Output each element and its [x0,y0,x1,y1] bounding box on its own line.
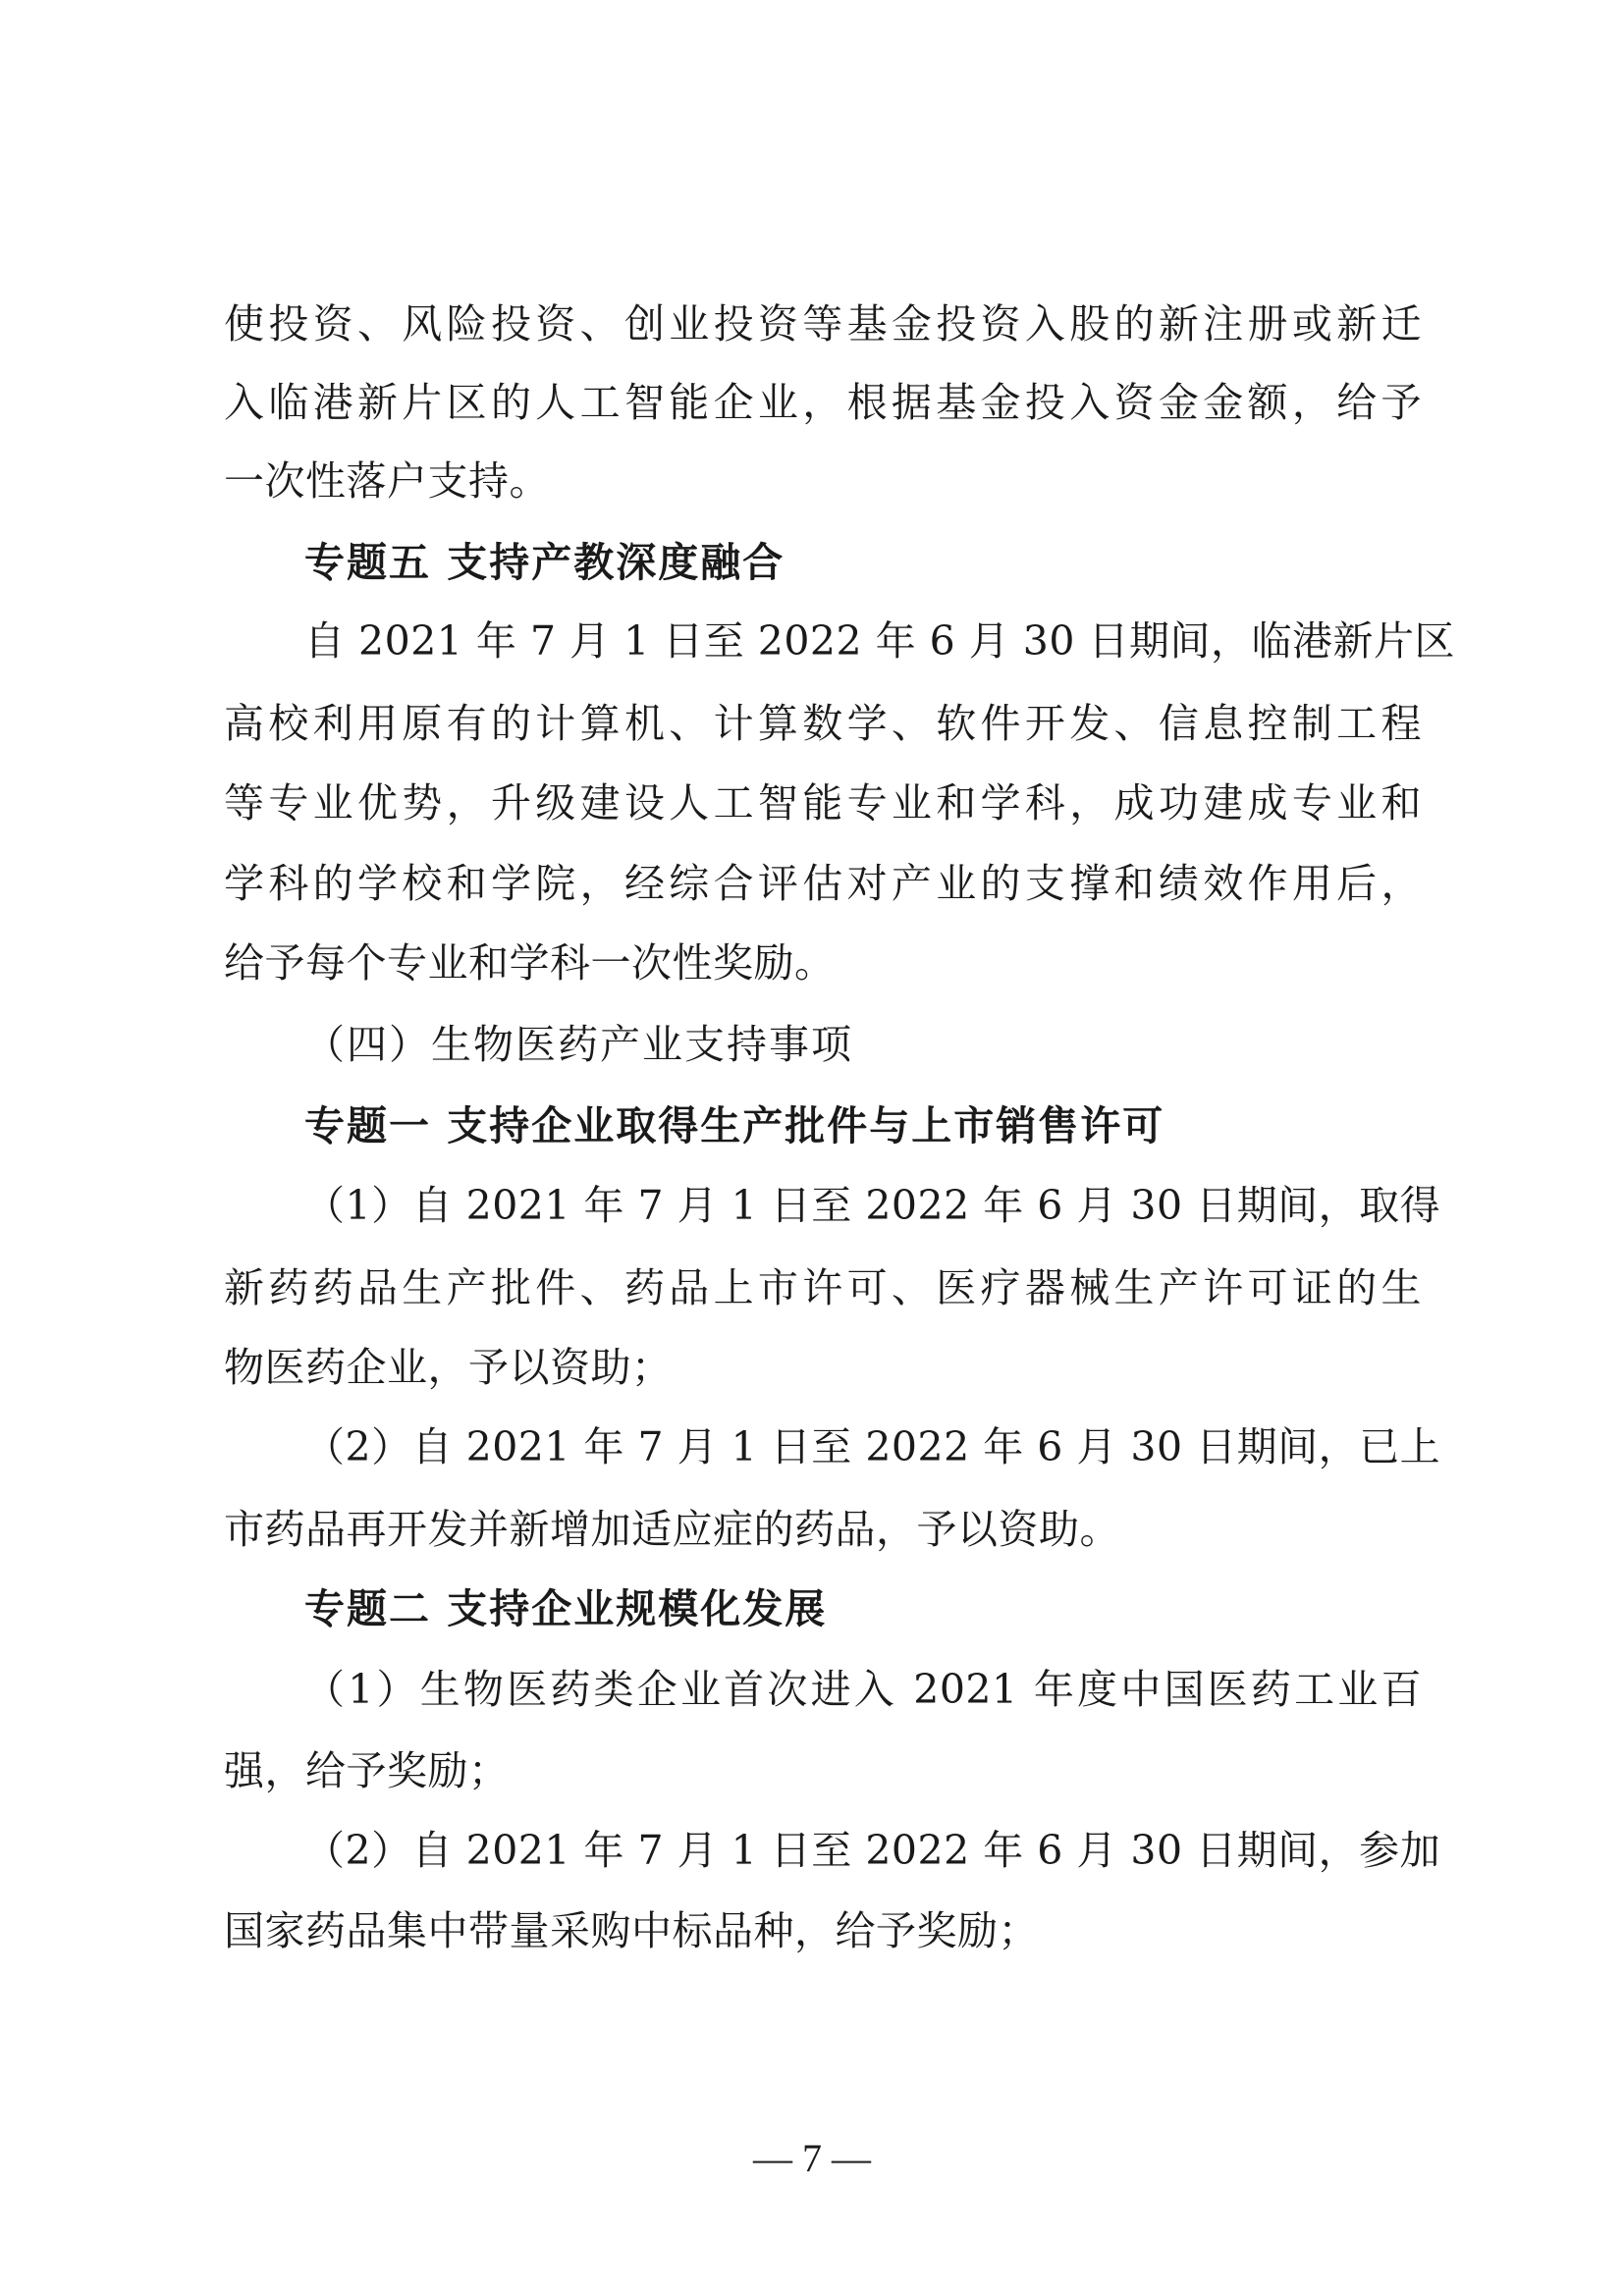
paragraph-line: 给予每个专业和学科一次性奖励。 [224,939,836,987]
paragraph-line: 物医药企业，予以资助； [224,1344,673,1391]
paragraph-line: （1）自 2021 年 7 月 1 日至 2022 年 6 月 30 日期间，取得 [304,1182,1441,1229]
subsection-heading: （四）生物医药产业支持事项 [304,1021,853,1068]
paragraph-line: 一次性落户支持。 [224,457,550,505]
page-number: — 7 — [753,2136,871,2180]
paragraph-line: 新药药品生产批件、药品上市许可、医疗器械生产许可证的生 [224,1264,1422,1311]
paragraph-line: 强，给予奖励； [224,1747,510,1794]
paragraph-line: 国家药品集中带量采购中标品种，给予奖励； [224,1907,1039,1954]
section-heading: 专题一 支持企业取得生产批件与上市销售许可 [304,1102,1165,1149]
section-heading: 专题二 支持企业规模化发展 [304,1585,828,1632]
paragraph-line: 使投资、风险投资、创业投资等基金投资入股的新注册或新迁 [224,300,1422,347]
paragraph-line: （2）自 2021 年 7 月 1 日至 2022 年 6 月 30 日期间，已上 [304,1423,1441,1470]
paragraph-line: 自 2021 年 7 月 1 日至 2022 年 6 月 30 日期间，临港新片区 [304,617,1456,665]
paragraph-line: 等专业优势，升级建设人工智能专业和学科，成功建成专业和 [224,779,1422,827]
section-heading: 专题五 支持产教深度融合 [304,539,785,586]
paragraph-line: （1）生物医药类企业首次进入 2021 年度中国医药工业百 [304,1666,1422,1713]
paragraph-line: 高校利用原有的计算机、计算数学、软件开发、信息控制工程 [224,700,1422,747]
paragraph-line: （2）自 2021 年 7 月 1 日至 2022 年 6 月 30 日期间，参加 [304,1827,1441,1874]
paragraph-line: 入临港新片区的人工智能企业，根据基金投入资金金额，给予 [224,379,1422,426]
paragraph-line: 市药品再开发并新增加适应症的药品，予以资助。 [224,1506,1120,1553]
paragraph-line: 学科的学校和学院，经综合评估对产业的支撑和绩效作用后， [224,860,1422,907]
